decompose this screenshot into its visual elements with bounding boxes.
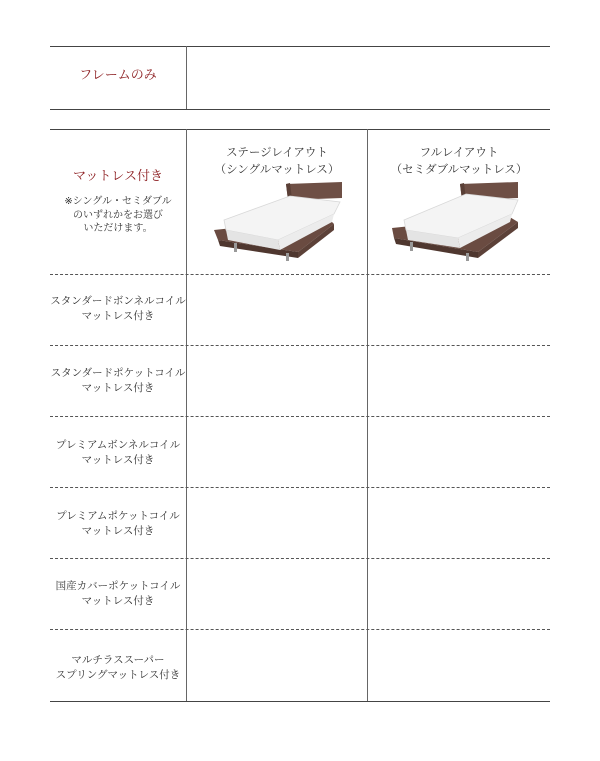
column-header-stage-layout [187, 144, 367, 178]
row-label-line: マットレス付き [81, 310, 155, 322]
column-header-line: ステージレイアウト [226, 145, 328, 159]
main-table-divider-right [367, 129, 368, 701]
row-label-domestic-cover-pocket [50, 579, 186, 609]
row-separator [50, 345, 550, 346]
row-separator [50, 558, 550, 559]
row-separator [50, 629, 550, 630]
column-header-line: （シングルマットレス） [214, 162, 340, 176]
row-label-line: マットレス付き [81, 454, 155, 466]
row-label-line: マットレス付き [81, 595, 155, 607]
main-table-bottom-border [50, 701, 550, 702]
row-label-line: 国産カバーポケットコイル [55, 580, 181, 592]
row-separator [50, 487, 550, 488]
frame-table-top-border [50, 46, 550, 47]
main-table-top-border [50, 129, 550, 130]
mattress-note-line: のいずれかをお選び [73, 209, 163, 221]
frame-table-bottom-border [50, 109, 550, 110]
mattress-title: マットレス付き [72, 169, 164, 184]
row-separator [50, 416, 550, 417]
full-layout-bed-image [390, 180, 530, 264]
column-header-line: フルレイアウト [419, 145, 499, 159]
frame-only-title: フレームのみ [79, 68, 157, 83]
row-label-line: マットレス付き [81, 525, 155, 537]
row-label-line: マルチラススーパー [71, 654, 165, 666]
row-label-line: スタンダードボンネルコイル [50, 295, 186, 307]
frame-table-divider [186, 46, 187, 109]
row-label-premium-pocket [50, 509, 186, 539]
column-header-line: （セミダブルマットレス） [390, 162, 528, 176]
row-label-premium-bonnell [50, 438, 186, 468]
mattress-note [50, 195, 186, 236]
mattress-note-line: ※シングル・セミダブル [64, 196, 172, 207]
stage-layout-bed-image [208, 180, 348, 264]
row-label-line: プレミアムポケットコイル [56, 510, 180, 522]
row-label-multi-lath-super-spring [50, 653, 186, 683]
row-label-standard-pocket [50, 366, 186, 396]
row-label-line: プレミアムボンネルコイル [55, 439, 181, 451]
row-label-standard-bonnell [50, 294, 186, 324]
row-label-line: マットレス付き [81, 382, 155, 394]
column-header-full-layout [368, 144, 550, 178]
row-label-line: スプリングマットレス付き [55, 669, 181, 681]
main-table-divider-left [186, 129, 187, 701]
row-label-line: スタンダードポケットコイル [50, 367, 186, 379]
row-separator [50, 274, 550, 275]
mattress-note-line: いただけます。 [83, 223, 153, 234]
